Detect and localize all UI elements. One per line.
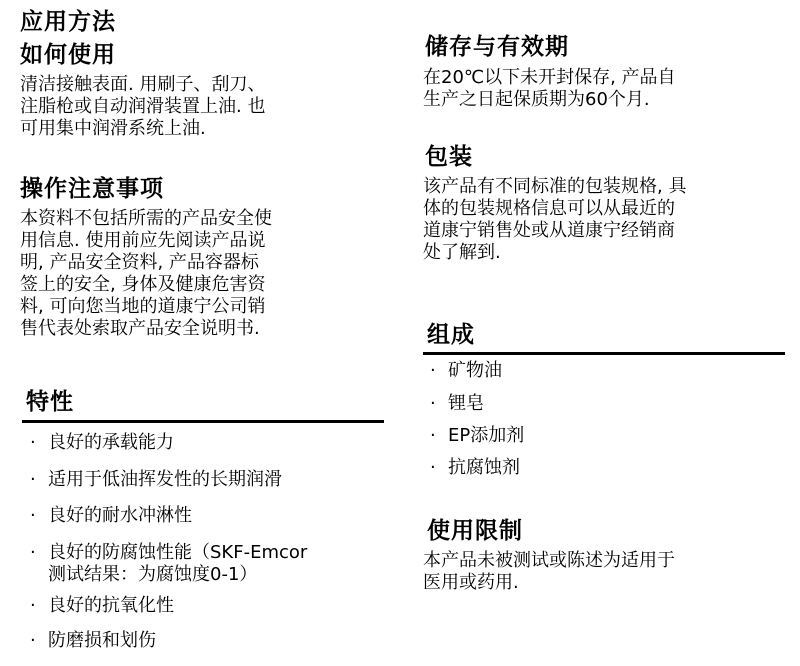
text-line: 道康宁销售处或从道康宁经销商 <box>423 220 675 241</box>
text-line: 可用集中润滑系统上油. <box>20 118 206 139</box>
text-line: 清洁接触表面. 用刷子、刮刀、 <box>20 74 266 95</box>
composition-divider <box>423 352 785 355</box>
precautions-text <box>20 208 272 340</box>
bullet-icon: · <box>430 425 436 446</box>
storage-title: 储存与有效期 <box>425 34 569 60</box>
list-item <box>30 432 174 454</box>
bullet-icon: · <box>30 432 36 453</box>
bullet-icon: · <box>30 595 36 616</box>
bullet-icon: · <box>430 457 436 478</box>
feature-text: 防磨损和划伤 <box>48 630 156 651</box>
feature-text: 良好的承载能力 <box>48 432 174 453</box>
feature-text <box>48 542 307 586</box>
composition-text: EP添加剂 <box>448 425 525 446</box>
text-line: 用信息. 使用前应先阅读产品说 <box>20 230 266 251</box>
composition-text: 锂皂 <box>448 393 484 414</box>
application-subtitle: 如何使用 <box>20 42 116 68</box>
text-line: 注脂枪或自动润滑装置上油. 也 <box>20 96 266 117</box>
list-item <box>30 505 192 527</box>
bullet-icon: · <box>30 542 36 563</box>
storage-text <box>423 67 676 111</box>
list-item <box>430 425 524 447</box>
text-line: 签上的安全, 身体及健康危害资 <box>20 274 266 295</box>
bullet-icon: · <box>30 469 36 490</box>
text-line: 料, 可向您当地的道康宁公司销 <box>20 296 266 317</box>
application-title: 应用方法 <box>20 9 116 35</box>
limitations-title: 使用限制 <box>427 518 523 544</box>
composition-text: 矿物油 <box>448 360 502 381</box>
features-divider <box>22 420 384 423</box>
text-line: 医用或药用. <box>423 572 519 593</box>
composition-list <box>430 360 780 485</box>
packaging-text <box>423 176 686 264</box>
feature-text: 良好的抗氧化性 <box>48 595 174 616</box>
list-item <box>430 360 502 382</box>
composition-text: 抗腐蚀剂 <box>448 457 520 478</box>
list-item <box>430 457 520 479</box>
features-list <box>30 432 390 662</box>
application-text <box>20 74 265 140</box>
feature-text-line: 良好的防腐蚀性能（SKF-Emcor <box>48 542 308 563</box>
text-line: 生产之日起保质期为60个月. <box>423 89 650 110</box>
text-line: 明, 产品安全资料, 产品容器标 <box>20 252 259 273</box>
list-item <box>30 630 156 652</box>
limitations-text <box>423 550 675 594</box>
text-line: 本资料不包括所需的产品安全使 <box>20 208 272 229</box>
list-item <box>30 595 174 617</box>
precautions-title: 操作注意事项 <box>20 176 164 202</box>
text-line: 本产品未被测试或陈述为适用于 <box>423 550 675 571</box>
feature-text-line: 测试结果：为腐蚀度0-1） <box>48 564 258 585</box>
text-line: 该产品有不同标准的包装规格, 具 <box>423 176 687 197</box>
packaging-title: 包装 <box>425 144 473 170</box>
list-item <box>30 469 282 491</box>
bullet-icon: · <box>30 505 36 526</box>
text-line: 在20℃以下未开封保存, 产品自 <box>423 67 676 88</box>
feature-text: 良好的耐水冲淋性 <box>48 505 192 526</box>
features-title: 特性 <box>26 389 74 415</box>
text-line: 体的包装规格信息可以从最近的 <box>423 198 675 219</box>
text-line: 售代表处索取产品安全说明书. <box>20 318 260 339</box>
bullet-icon: · <box>430 360 436 381</box>
list-item <box>430 393 484 415</box>
bullet-icon: · <box>30 630 36 651</box>
list-item <box>30 542 307 586</box>
bullet-icon: · <box>430 393 436 414</box>
text-line: 处了解到. <box>423 242 501 263</box>
feature-text: 适用于低油挥发性的长期润滑 <box>48 469 282 490</box>
composition-title: 组成 <box>427 322 475 348</box>
